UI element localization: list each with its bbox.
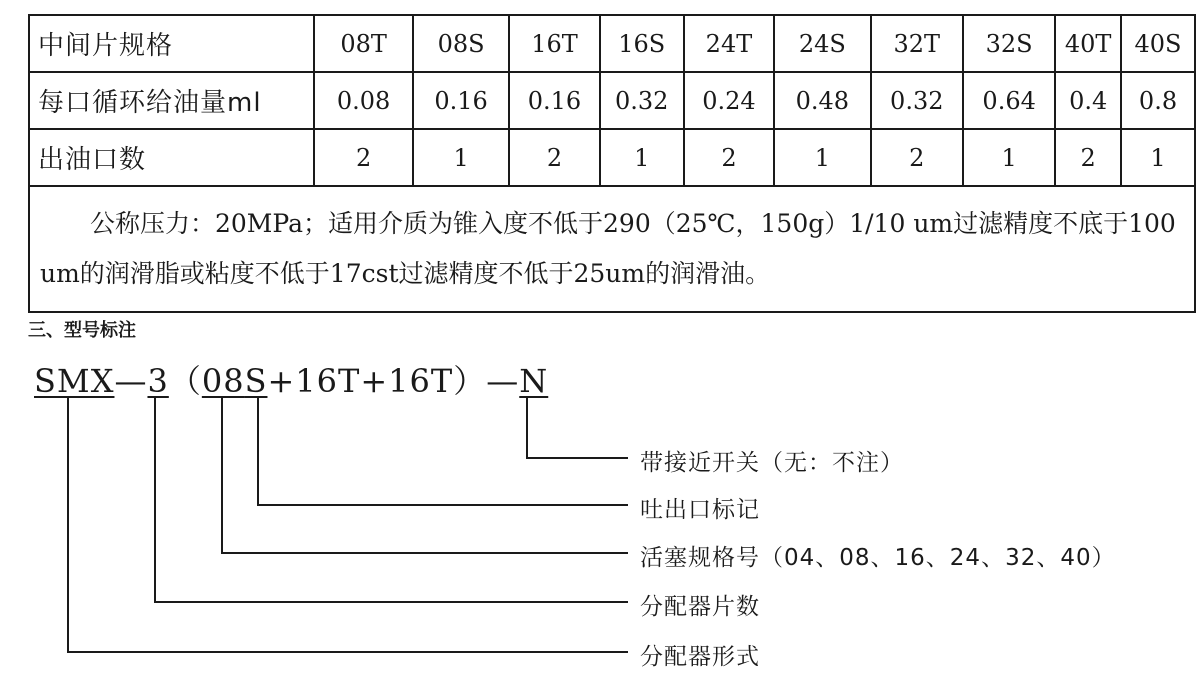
cell-outlets: 2 (509, 129, 599, 186)
leader-pieces (155, 398, 628, 602)
legend-piston-size: 活塞规格号（04、08、16、24、32、40） (640, 545, 1116, 571)
cell-spec: 32S (963, 15, 1055, 72)
cell-oil: 0.48 (774, 72, 870, 129)
cell-oil: 0.8 (1121, 72, 1195, 129)
cell-spec: 40S (1121, 15, 1195, 72)
leader-outlet (258, 398, 628, 505)
code-switch: N (519, 362, 549, 400)
cell-spec: 16S (600, 15, 684, 72)
code-open-paren: （ (168, 362, 202, 400)
cell-outlets: 2 (684, 129, 774, 186)
cell-oil: 0.64 (963, 72, 1055, 129)
cell-outlets: 2 (314, 129, 413, 186)
section-title: 三、型号标注 (28, 320, 136, 341)
code-piston: 08 (201, 362, 245, 400)
cell-oil: 0.16 (509, 72, 599, 129)
code-dash: — (114, 362, 148, 400)
spec-note: 公称压力：20MPa；适用介质为锥入度不低于290（25℃，150g）1/10 um过滤精度不底于100 um的润滑脂或粘度不低于17cst过滤精度不低于25um的润滑油。 (40, 209, 1176, 288)
cell-outlets: 1 (1121, 129, 1195, 186)
code-dash: — (486, 362, 520, 400)
code-pieces: 3 (147, 362, 169, 400)
cell-oil: 0.4 (1055, 72, 1121, 129)
cell-oil: 0.32 (600, 72, 684, 129)
cell-outlets: 1 (600, 129, 684, 186)
cell-oil: 0.16 (413, 72, 509, 129)
cell-spec: 08S (413, 15, 509, 72)
cell-outlets: 1 (963, 129, 1055, 186)
cell-spec: 24T (684, 15, 774, 72)
cell-oil: 0.24 (684, 72, 774, 129)
cell-outlets: 1 (413, 129, 509, 186)
row-label-outlets: 出油口数 (29, 129, 314, 186)
code-outlet: S (244, 362, 268, 400)
leader-switch (527, 398, 628, 458)
cell-outlets: 2 (1055, 129, 1121, 186)
cell-spec: 16T (509, 15, 599, 72)
cell-oil: 0.08 (314, 72, 413, 129)
cell-spec: 24S (774, 15, 870, 72)
cell-oil: 0.32 (871, 72, 963, 129)
legend-distributor-form: 分配器形式 (640, 644, 760, 670)
row-label-spec: 中间片规格 (29, 15, 314, 72)
cell-outlets: 1 (774, 129, 870, 186)
legend-switch: 带接近开关（无：不注） (640, 450, 904, 476)
row-label-oil: 每口循环给油量ml (29, 72, 314, 129)
cell-spec: 08T (314, 15, 413, 72)
legend-piece-count: 分配器片数 (640, 594, 760, 620)
leader-form (68, 398, 628, 652)
cell-spec: 40T (1055, 15, 1121, 72)
leader-piston (222, 398, 628, 553)
legend-outlet-mark: 吐出口标记 (640, 497, 760, 523)
cell-outlets: 2 (871, 129, 963, 186)
cell-spec: 32T (871, 15, 963, 72)
code-rest: +16T+16T） (267, 362, 487, 400)
code-form: SMX (34, 362, 115, 400)
